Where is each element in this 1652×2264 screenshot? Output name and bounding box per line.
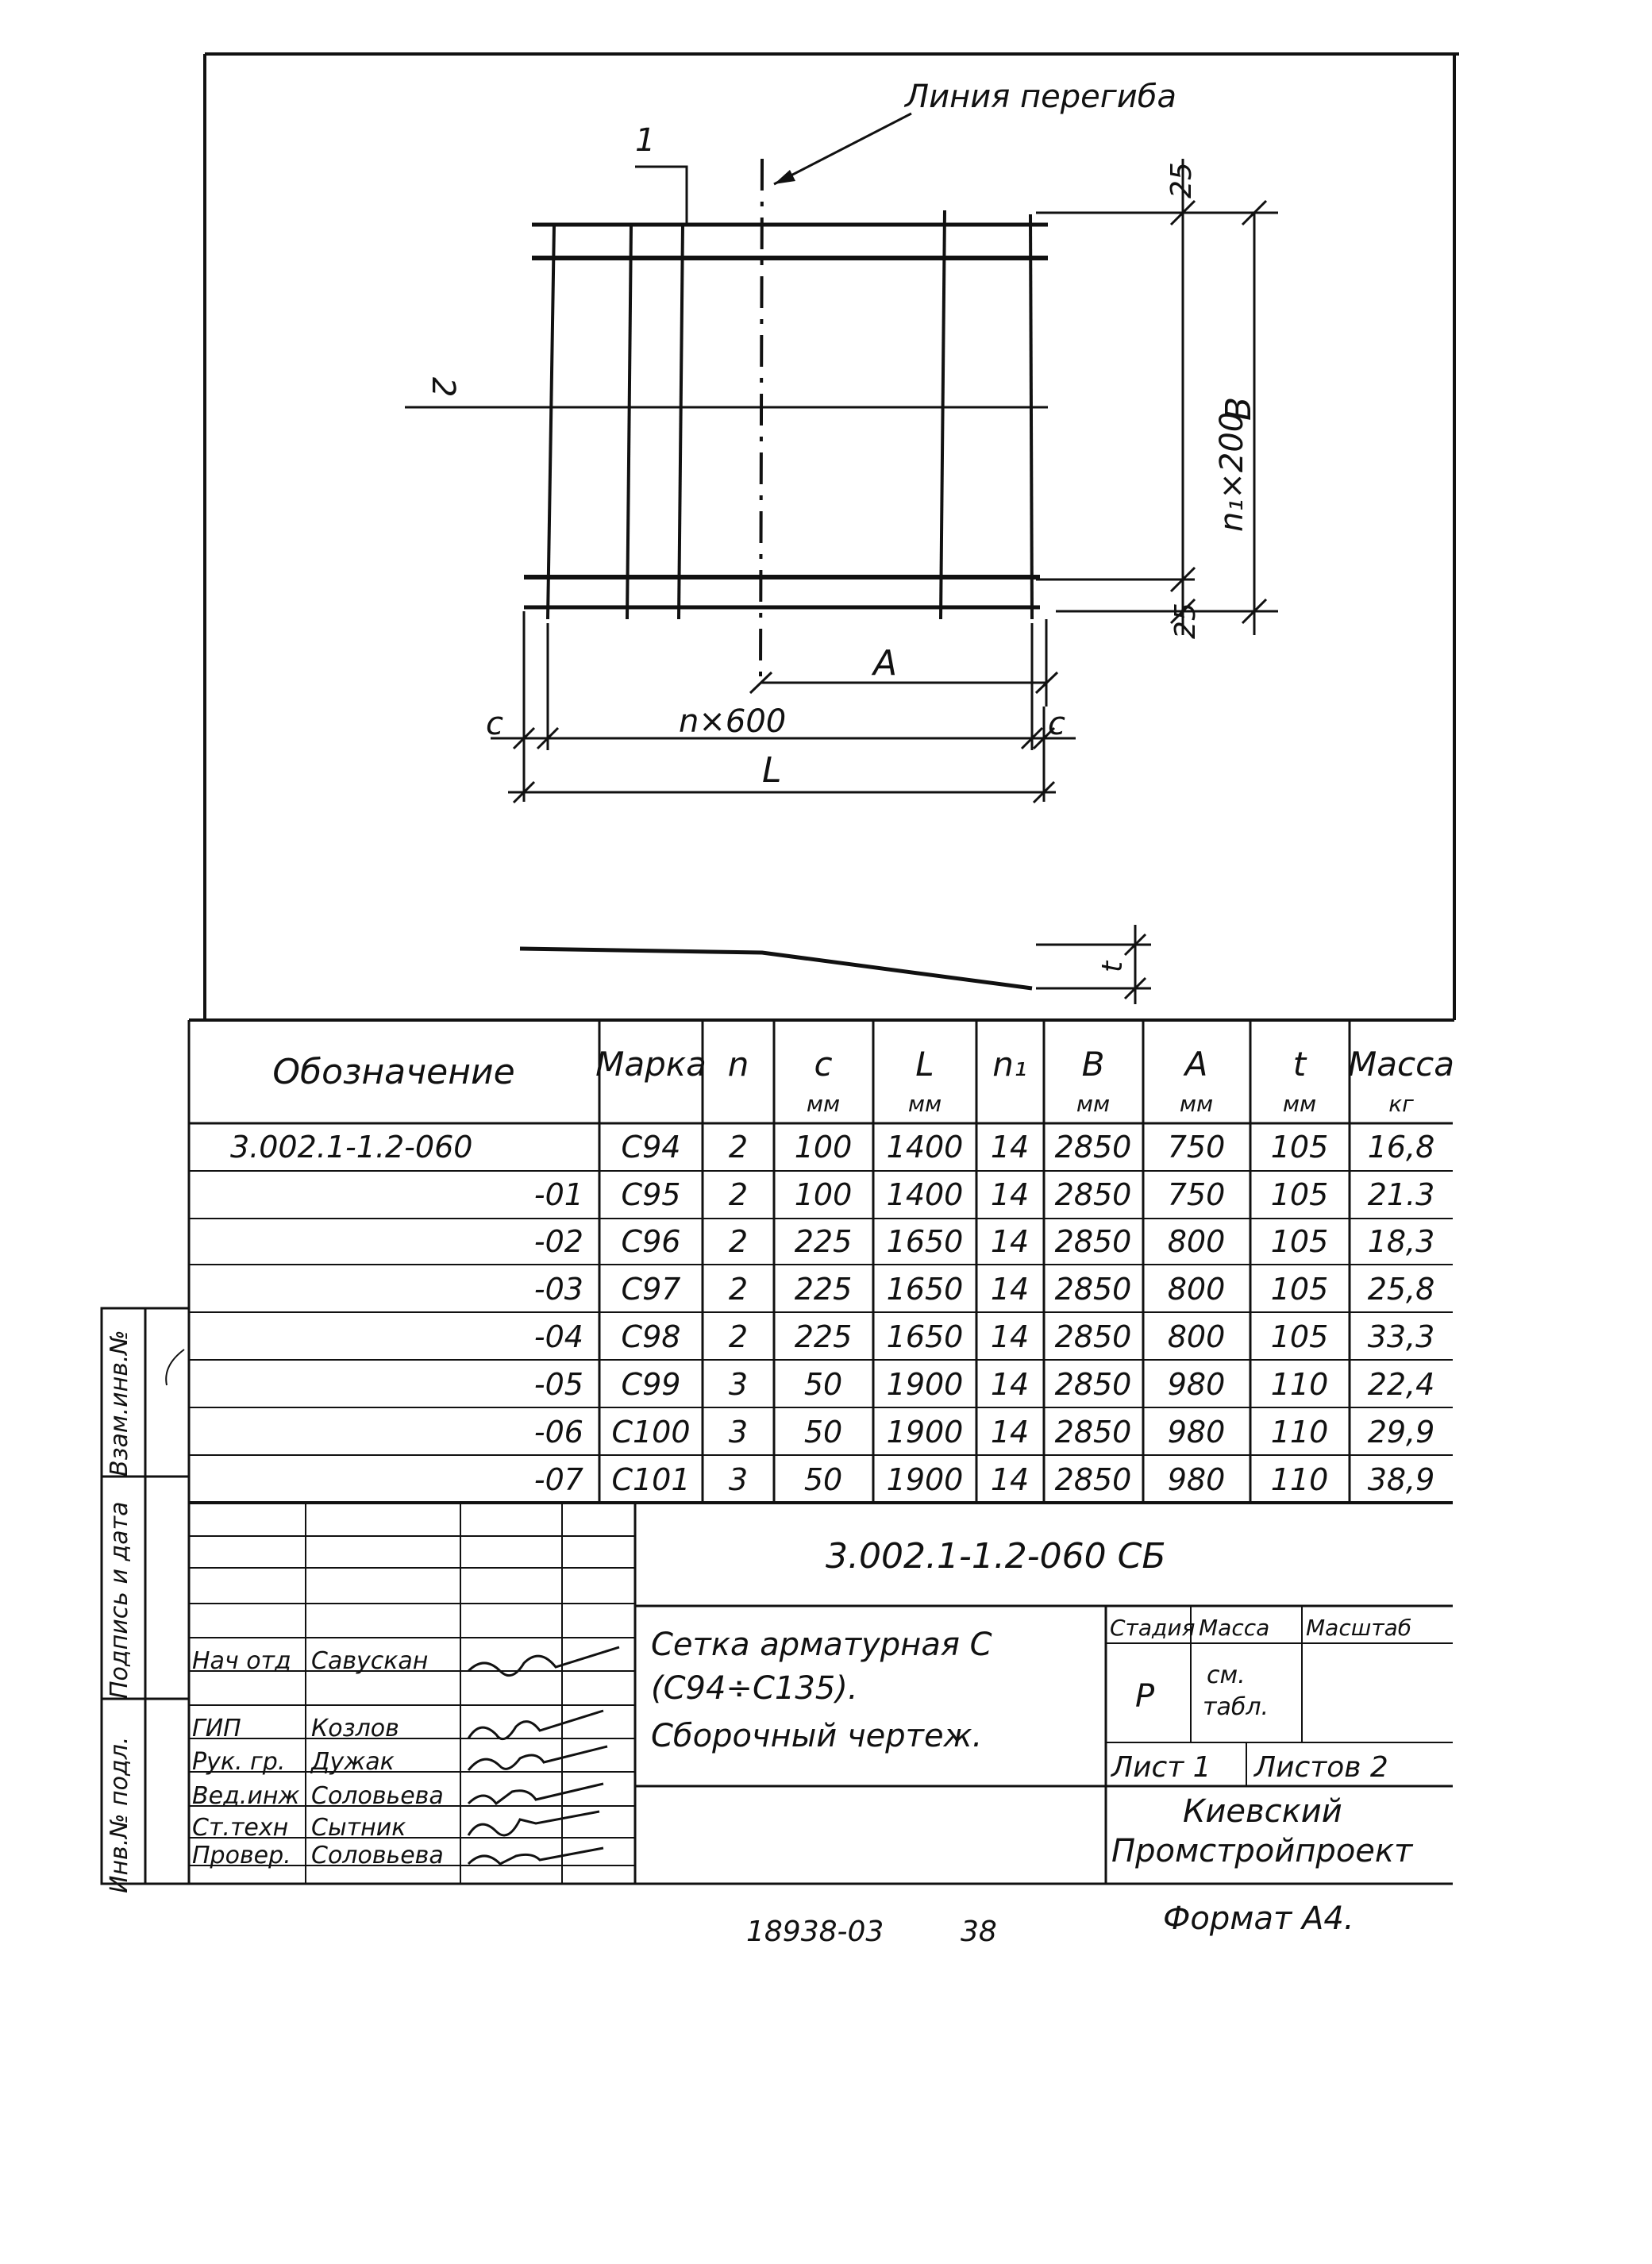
table-cell: 750 xyxy=(1167,1130,1226,1165)
table-cell: 2850 xyxy=(1054,1130,1132,1165)
table-cell: 3 xyxy=(728,1415,749,1450)
staff-name: Дужак xyxy=(311,1748,395,1776)
table-cell: 100 xyxy=(794,1130,853,1165)
table-cell: 800 xyxy=(1167,1272,1226,1307)
table-cell: 100 xyxy=(794,1177,853,1212)
header-unit-9: кг xyxy=(1388,1091,1414,1117)
dim-B: В xyxy=(1219,396,1259,421)
table-cell: 980 xyxy=(1167,1462,1226,1497)
header-unit-6: мм xyxy=(1076,1091,1111,1117)
fold-line-label: Линия перегиба xyxy=(905,79,1176,115)
table-cell: 33,3 xyxy=(1367,1319,1435,1354)
staff-name: Сытник xyxy=(311,1814,406,1842)
table-cell: 110 xyxy=(1270,1367,1329,1402)
dim-L: L xyxy=(762,750,782,791)
mass-value-l1: см. xyxy=(1207,1661,1246,1689)
dim-c-left: с xyxy=(486,706,503,742)
table-cell: -01 xyxy=(533,1177,583,1212)
table-cell: 1650 xyxy=(886,1224,964,1259)
table-cell: 1900 xyxy=(886,1415,964,1450)
table-cell: С100 xyxy=(611,1415,691,1450)
table-cell: С101 xyxy=(611,1462,691,1497)
staff-role: Ст.техн xyxy=(192,1814,289,1842)
table-cell: 14 xyxy=(990,1177,1030,1212)
title-line-2: (С94÷С135). xyxy=(651,1670,858,1707)
table-cell: 225 xyxy=(794,1224,853,1259)
dim-25-bottom: 25 xyxy=(1169,603,1202,639)
table-cell: 16,8 xyxy=(1367,1130,1435,1165)
header-cell-6: В xyxy=(1081,1045,1105,1084)
staff-name: Соловьева xyxy=(311,1842,444,1869)
staff-role: Вед.инж xyxy=(192,1782,300,1810)
signature-3 xyxy=(468,1746,607,1770)
table-cell: 2 xyxy=(728,1319,749,1354)
archive-number: 18938-03 xyxy=(746,1916,884,1948)
table-cell: 1400 xyxy=(886,1130,964,1165)
title-block-staff xyxy=(192,1647,444,1869)
table-cell: -05 xyxy=(533,1367,583,1402)
table-cell: 2850 xyxy=(1054,1367,1132,1402)
header-cell-4: L xyxy=(915,1045,934,1084)
sheet-label: Лист 1 xyxy=(1111,1751,1211,1784)
staff-name: Савускан xyxy=(311,1647,429,1675)
table-cell: 980 xyxy=(1167,1415,1226,1450)
header-cell-0: Обозначение xyxy=(272,1052,515,1092)
stamp-vzam-inv: Взам.инв.№ xyxy=(106,1330,133,1477)
stage-label: Стадия xyxy=(1110,1615,1196,1641)
header-cell-2: n xyxy=(727,1045,749,1084)
table-cell: 2850 xyxy=(1054,1272,1132,1307)
table-cell: 1400 xyxy=(886,1177,964,1212)
sheets-label: Листов 2 xyxy=(1254,1751,1388,1784)
signature-4 xyxy=(468,1784,603,1804)
spec-table-text xyxy=(230,1045,1454,1497)
format-label: Формат А4. xyxy=(1163,1900,1354,1937)
table-cell: 14 xyxy=(990,1367,1030,1402)
table-cell: 2850 xyxy=(1054,1319,1132,1354)
table-cell: 225 xyxy=(794,1272,853,1307)
table-cell: 2 xyxy=(728,1272,749,1307)
callout-2: 2 xyxy=(425,377,461,398)
signatures xyxy=(468,1647,619,1864)
table-cell: 3.002.1-1.2-060 xyxy=(230,1130,473,1165)
signature-2 xyxy=(468,1711,603,1739)
table-cell: 22,4 xyxy=(1367,1367,1435,1402)
header-cell-9: Масса xyxy=(1348,1045,1454,1084)
table-cell: -07 xyxy=(533,1462,583,1497)
table-cell: 21.3 xyxy=(1367,1177,1435,1212)
table-cell: 225 xyxy=(794,1319,853,1354)
table-cell: -06 xyxy=(533,1415,583,1450)
header-unit-8: мм xyxy=(1282,1091,1317,1117)
table-cell: 2850 xyxy=(1054,1462,1132,1497)
side-view xyxy=(520,925,1151,1004)
staff-role: ГИП xyxy=(192,1715,241,1742)
table-cell: С99 xyxy=(621,1367,681,1402)
table-cell: 750 xyxy=(1167,1177,1226,1212)
dim-t: t xyxy=(1096,961,1129,972)
scale-label: Масштаб xyxy=(1306,1615,1412,1641)
table-cell: 800 xyxy=(1167,1224,1226,1259)
table-cell: 14 xyxy=(990,1415,1030,1450)
table-cell: 105 xyxy=(1270,1177,1329,1212)
mesh-drawing xyxy=(413,114,1048,679)
table-cell: 1650 xyxy=(886,1319,964,1354)
staff-name: Соловьева xyxy=(311,1782,444,1810)
header-unit-7: мм xyxy=(1179,1091,1214,1117)
table-cell: 14 xyxy=(990,1462,1030,1497)
staff-role: Нач отд xyxy=(192,1647,291,1675)
header-cell-7: А xyxy=(1184,1045,1208,1084)
table-cell: 2850 xyxy=(1054,1177,1132,1212)
table-cell: С98 xyxy=(621,1319,681,1354)
stage-value: Р xyxy=(1135,1678,1155,1715)
doc-code: 3.002.1-1.2-060 СБ xyxy=(826,1536,1166,1577)
dim-c-right: с xyxy=(1048,706,1065,742)
staff-role: Рук. гр. xyxy=(192,1748,286,1776)
table-cell: С95 xyxy=(621,1177,681,1212)
dimension-lines xyxy=(405,159,1278,803)
table-cell: 2 xyxy=(728,1224,749,1259)
table-cell: С94 xyxy=(621,1130,681,1165)
table-cell: -04 xyxy=(533,1319,583,1354)
stamp-podpis-data: Подпись и дата xyxy=(106,1501,133,1699)
table-cell: С96 xyxy=(621,1224,681,1259)
table-cell: 18,3 xyxy=(1367,1224,1435,1259)
staff-role: Провер. xyxy=(192,1842,291,1869)
table-cell: -03 xyxy=(533,1272,583,1307)
dim-25-top: 25 xyxy=(1165,162,1198,198)
header-cell-3: c xyxy=(814,1045,833,1084)
callout-1: 1 xyxy=(635,122,656,159)
table-cell: 1900 xyxy=(886,1462,964,1497)
header-cell-5: n₁ xyxy=(992,1045,1027,1084)
table-cell: 980 xyxy=(1167,1367,1226,1402)
table-cell: 29,9 xyxy=(1367,1415,1435,1450)
table-cell: 14 xyxy=(990,1272,1030,1307)
dim-nx600: n×600 xyxy=(679,703,787,740)
table-cell: 50 xyxy=(803,1462,843,1497)
table-cell: 38,9 xyxy=(1367,1462,1435,1497)
table-cell: 3 xyxy=(728,1462,749,1497)
table-cell: 105 xyxy=(1270,1224,1329,1259)
mass-value-l2: табл. xyxy=(1203,1693,1269,1721)
table-cell: 3 xyxy=(728,1367,749,1402)
header-cell-1: Марка xyxy=(595,1045,707,1084)
sheet-frame xyxy=(205,54,1459,1020)
table-cell: 25,8 xyxy=(1367,1272,1435,1307)
table-cell: 1900 xyxy=(886,1367,964,1402)
signature-6 xyxy=(468,1848,603,1864)
dim-A: А xyxy=(873,643,898,683)
signature-5 xyxy=(468,1812,599,1835)
table-cell: 14 xyxy=(990,1319,1030,1354)
org-line-1: Киевский xyxy=(1183,1793,1342,1830)
table-cell: 2850 xyxy=(1054,1415,1132,1450)
table-cell: С97 xyxy=(621,1272,681,1307)
table-cell: 2850 xyxy=(1054,1224,1132,1259)
mass-label: Масса xyxy=(1199,1615,1270,1641)
table-cell: 1650 xyxy=(886,1272,964,1307)
table-cell: 50 xyxy=(803,1367,843,1402)
stamp-inv-podl: Инв.№ подл. xyxy=(106,1736,133,1893)
table-cell: 110 xyxy=(1270,1415,1329,1450)
table-cell: 110 xyxy=(1270,1462,1329,1497)
table-cell: 14 xyxy=(990,1224,1030,1259)
title-line-3: Сборочный чертеж. xyxy=(651,1718,983,1754)
table-cell: 105 xyxy=(1270,1130,1329,1165)
table-cell: 800 xyxy=(1167,1319,1226,1354)
table-cell: 50 xyxy=(803,1415,843,1450)
header-unit-4: мм xyxy=(907,1091,942,1117)
table-cell: 14 xyxy=(990,1130,1030,1165)
dim-n1x200: n₁×200 xyxy=(1214,411,1250,532)
title-line-1: Сетка арматурная С xyxy=(651,1627,992,1663)
org-line-2: Промстройпроект xyxy=(1111,1833,1413,1869)
header-unit-3: мм xyxy=(806,1091,841,1117)
table-cell: 105 xyxy=(1270,1272,1329,1307)
table-cell: 2 xyxy=(728,1177,749,1212)
table-cell: 2 xyxy=(728,1130,749,1165)
table-cell: -02 xyxy=(533,1224,583,1259)
table-cell: 105 xyxy=(1270,1319,1329,1354)
header-cell-8: t xyxy=(1292,1045,1307,1084)
staff-name: Козлов xyxy=(311,1715,399,1742)
page-number: 38 xyxy=(961,1916,997,1948)
